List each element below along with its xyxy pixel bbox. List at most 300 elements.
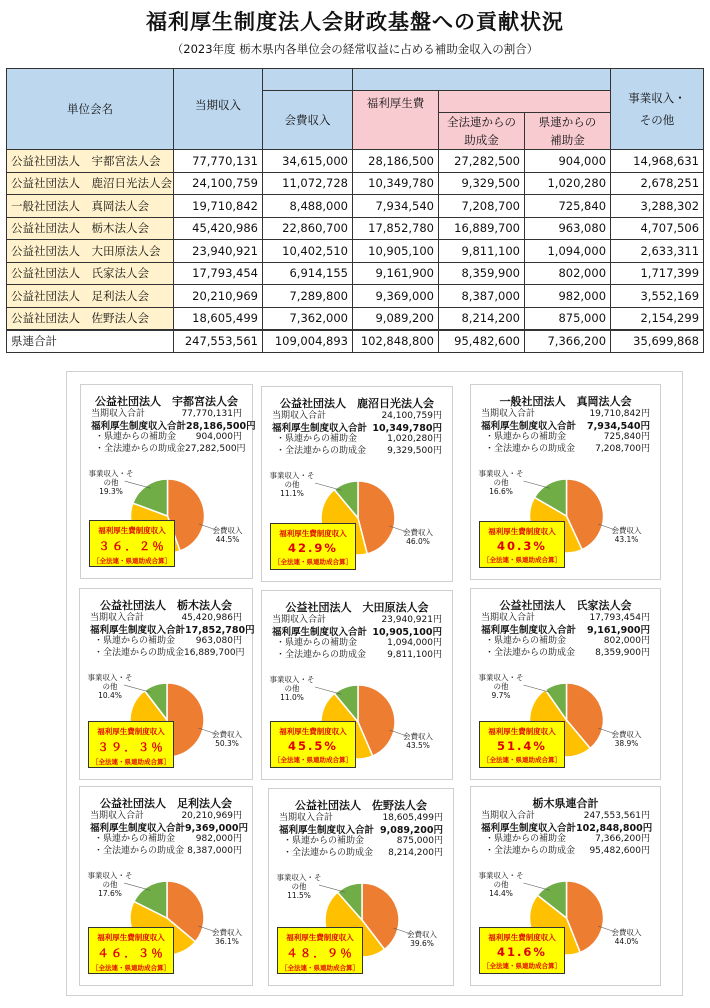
- yen-unit: 円: [235, 647, 245, 658]
- slice-label-business: [85, 469, 137, 496]
- slice-label-business-name: 事業収入・その他: [87, 871, 133, 889]
- slice-label-business-pct: 11.1%: [280, 489, 304, 498]
- yen-unit: 円: [432, 411, 442, 421]
- cell-membership: 7,362,000: [263, 307, 353, 330]
- callout-value: 42.9%: [288, 541, 338, 555]
- yen-unit: 円: [245, 624, 255, 636]
- callout-value: ３９．３％: [97, 740, 165, 754]
- stat-total-income-amount: 20,210,969: [181, 811, 233, 821]
- welfare-ratio-callout: [270, 721, 356, 768]
- stat-zenhoren-label: ・全法連からの助成金: [485, 845, 576, 856]
- slice-label-business-name: 事業収入・その他: [88, 469, 134, 487]
- callout-note: ［全法連・県連助成合算］: [483, 756, 561, 764]
- slice-label-business-name: 事業収入・その他: [269, 471, 315, 489]
- welfare-ratio-callout: [88, 927, 174, 974]
- cell-membership: 10,402,510: [263, 240, 353, 263]
- yen-unit: 円: [432, 445, 442, 456]
- callout-value: ４６．３％: [97, 946, 165, 960]
- stat-welfare-total-amount: 102,848,800: [576, 822, 643, 834]
- cell-welfare: 9,161,900: [353, 262, 439, 285]
- stat-kenren-label: ・県連からの補助金: [276, 638, 358, 648]
- cell-welfare: 10,905,100: [353, 240, 439, 263]
- slice-label-membership: [612, 928, 642, 946]
- slice-label-business: [84, 673, 136, 700]
- cell-business: 35,699,868: [611, 330, 704, 353]
- callout-note: ［全法連・県連助成合算］: [274, 558, 352, 566]
- stat-kenren-amount: 1,020,280: [387, 434, 433, 444]
- slice-label-membership-pct: 43.5%: [406, 741, 430, 750]
- cell-total: 17,793,454: [174, 262, 263, 285]
- callout-note: ［全法連・県連助成合算］: [92, 964, 170, 972]
- stat-welfare-total-label: 福利厚生制度収入合計: [481, 624, 577, 636]
- stat-total-income-amount: 24,100,759: [381, 411, 433, 421]
- pie-card: [470, 786, 661, 986]
- cell-business: 3,288,302: [611, 195, 704, 218]
- callout-title: 福利厚生費制度収入: [488, 527, 556, 536]
- table-row: [7, 262, 704, 285]
- stat-kenren-amount: 963,080: [195, 636, 233, 646]
- pie-card: [261, 386, 453, 582]
- yen-unit: 円: [246, 420, 256, 432]
- cell-welfare: 28,186,500: [353, 150, 439, 173]
- card-title: 公益社団法人 栃木法人会: [100, 599, 232, 612]
- slice-label-membership: [612, 730, 642, 748]
- cell-kenren: 725,840: [525, 195, 611, 218]
- cell-zenhoren: 8,359,900: [439, 262, 525, 285]
- stat-zenhoren-amount: 9,329,500: [387, 445, 433, 456]
- pie-card: [80, 384, 256, 579]
- callout-title: 福利厚生費制度収入: [98, 526, 166, 535]
- stat-zenhoren-label: ・全法連からの助成金: [485, 647, 576, 658]
- callout-title: 福利厚生費制度収入: [488, 727, 556, 736]
- yen-unit: 円: [232, 613, 242, 623]
- yen-unit: 円: [640, 636, 650, 646]
- slice-label-business-pct: 14.4%: [489, 889, 513, 898]
- card-title: 公益社団法人 大田原法人会: [285, 601, 429, 614]
- card-title: 公益社団法人 氏家法人会: [499, 599, 632, 612]
- stat-welfare-total-amount: 17,852,780: [185, 624, 246, 636]
- yen-unit: 円: [238, 822, 249, 834]
- stat-kenren-label: ・県連からの補助金: [94, 834, 176, 844]
- callout-title: 福利厚生費制度収入: [286, 933, 354, 942]
- cell-business: 2,154,299: [611, 307, 704, 330]
- slice-label-membership-pct: 46.0%: [406, 537, 430, 546]
- stat-welfare-total-label: 福利厚生制度収入合計: [90, 822, 186, 834]
- yen-unit: 円: [640, 432, 650, 442]
- slice-label-business-pct: 11.0%: [280, 693, 304, 702]
- stat-zenhoren-label: ・全法連からの助成金: [276, 445, 367, 456]
- cell-kenren: 982,000: [525, 285, 611, 308]
- stat-welfare-total-amount: 9,161,900: [586, 624, 641, 636]
- table-row: [7, 217, 704, 240]
- stat-welfare-total-amount: 28,186,500: [186, 420, 247, 432]
- yen-unit: 円: [640, 647, 650, 658]
- col-header-business: 事業収入・ その他: [611, 69, 704, 150]
- table-body: [7, 150, 704, 353]
- yen-unit: 円: [432, 422, 442, 434]
- stat-total-income-amount: 247,553,561: [583, 811, 641, 821]
- slice-label-membership-name: 会費収入: [403, 732, 433, 741]
- yen-unit: 円: [433, 813, 443, 823]
- table-row: [7, 285, 704, 308]
- slice-label-membership: [212, 730, 242, 748]
- cell-membership: 7,289,800: [263, 285, 353, 308]
- stat-total-income-label: 当期収入合計: [90, 613, 145, 623]
- stat-total-income-label: 当期収入合計: [481, 613, 536, 623]
- cell-name: 公益社団法人 鹿沼日光法人会: [7, 172, 174, 195]
- cell-name: 公益社団法人 足利法人会: [7, 285, 174, 308]
- callout-note: ［全法連・県連助成合算］: [92, 758, 170, 766]
- yen-unit: 円: [236, 443, 246, 454]
- slice-label-membership-pct: 44.0%: [614, 937, 639, 946]
- yen-unit: 円: [232, 845, 242, 856]
- welfare-ratio-callout: [88, 721, 174, 768]
- cell-kenren: 904,000: [525, 150, 611, 173]
- col-header-kenren: 県連からの 補助金: [525, 113, 611, 150]
- table-row: [7, 307, 704, 330]
- card-title: 一般社団法人 真岡法人会: [499, 395, 632, 408]
- stat-kenren-label: ・県連からの補助金: [485, 432, 567, 442]
- callout-note: ［全法連・県連助成合算］: [281, 964, 359, 972]
- yen-unit: 円: [232, 636, 242, 646]
- cell-zenhoren: 95,482,600: [439, 330, 525, 353]
- stat-kenren-label: ・県連からの補助金: [485, 834, 567, 844]
- cell-business: 2,633,311: [611, 240, 704, 263]
- slice-label-membership-pct: 36.1%: [215, 937, 239, 946]
- pie-card: [470, 588, 661, 780]
- yen-unit: 円: [640, 845, 650, 856]
- col-header-membership: 会費収入: [263, 91, 353, 150]
- stat-welfare-total-label: 福利厚生制度収入合計: [91, 420, 187, 432]
- stat-kenren-label: ・県連からの補助金: [485, 636, 567, 646]
- slice-label-membership-name: 会費収入: [407, 930, 437, 939]
- slice-label-business-pct: 19.3%: [99, 487, 123, 496]
- col-header-zenhoren: 全法連からの 助成金: [439, 113, 525, 150]
- welfare-ratio-callout: [277, 927, 363, 974]
- stat-zenhoren-label: ・全法連からの助成金: [94, 845, 185, 856]
- yen-unit: 円: [640, 624, 650, 636]
- cell-name: 公益社団法人 佐野法人会: [7, 307, 174, 330]
- yen-unit: 円: [232, 834, 242, 844]
- yen-unit: 円: [432, 615, 442, 625]
- stat-kenren-amount: 982,000: [195, 834, 233, 844]
- cell-welfare: 17,852,780: [353, 217, 439, 240]
- callout-value: 40.3%: [497, 539, 547, 553]
- slice-label-membership: [403, 732, 433, 750]
- stat-total-income-amount: 23,940,921: [381, 615, 433, 625]
- cell-business: 14,968,631: [611, 150, 704, 173]
- page-title: 福利厚生制度法人会財政基盤への貢献状況: [146, 10, 564, 34]
- callout-note: ［全法連・県連助成合算］: [483, 962, 561, 970]
- stat-zenhoren-label: ・全法連からの助成金: [485, 443, 576, 454]
- stat-welfare-total-amount: 9,369,000: [185, 822, 239, 834]
- yen-unit: 円: [640, 409, 650, 419]
- table-row: [7, 195, 704, 218]
- welfare-ratio-callout: [479, 927, 565, 974]
- stat-zenhoren-amount: 8,359,900: [595, 647, 641, 658]
- stat-kenren-amount: 1,094,000: [387, 638, 433, 648]
- cell-kenren: 802,000: [525, 262, 611, 285]
- stat-total-income-label: 当期収入合計: [481, 409, 536, 419]
- stat-total-income-amount: 45,420,986: [181, 613, 233, 623]
- slice-label-membership-name: 会費収入: [403, 528, 433, 537]
- callout-value: ３６．２％: [98, 539, 166, 553]
- pie-card: [470, 384, 661, 580]
- cell-total: 18,605,499: [174, 307, 263, 330]
- cell-kenren: 875,000: [525, 307, 611, 330]
- stat-welfare-total-label: 福利厚生制度収入合計: [272, 422, 368, 434]
- stat-kenren-amount: 7,366,200: [595, 834, 641, 844]
- cell-business: 4,707,506: [611, 217, 704, 240]
- slice-label-business-name: 事業収入・その他: [478, 871, 524, 889]
- slice-label-membership-name: 会費収入: [611, 526, 642, 535]
- stat-total-income-amount: 18,605,499: [382, 813, 434, 823]
- col-header-name: 単位会名: [7, 69, 174, 150]
- stat-zenhoren-amount: 95,482,600: [589, 845, 641, 856]
- stat-zenhoren-amount: 7,208,700: [595, 443, 641, 454]
- welfare-ratio-callout: [89, 520, 175, 567]
- table-row: [7, 150, 704, 173]
- slice-label-business-name: 事業収入・その他: [478, 673, 524, 691]
- pie-card: [261, 590, 453, 780]
- yen-unit: 円: [640, 420, 650, 432]
- slice-label-membership-pct: 38.9%: [614, 739, 639, 748]
- stat-welfare-total-label: 福利厚生制度収入合計: [481, 420, 577, 432]
- callout-title: 福利厚生費制度収入: [488, 933, 556, 942]
- cell-welfare: 10,349,780: [353, 172, 439, 195]
- callout-value: 45.5%: [288, 739, 338, 753]
- welfare-ratio-callout: [479, 521, 565, 568]
- yen-unit: 円: [432, 638, 442, 648]
- slice-label-business-pct: 17.6%: [98, 889, 122, 898]
- table-row: [7, 172, 704, 195]
- cell-total: 23,940,921: [174, 240, 263, 263]
- stat-zenhoren-label: ・全法連からの助成金: [95, 443, 186, 454]
- callout-title: 福利厚生費制度収入: [279, 727, 347, 736]
- stat-total-income-label: 当期収入合計: [272, 615, 327, 625]
- yen-unit: 円: [432, 649, 442, 660]
- yen-unit: 円: [640, 834, 650, 844]
- stat-kenren-amount: 904,000: [195, 432, 233, 442]
- stat-kenren-amount: 875,000: [396, 836, 434, 846]
- slice-label-business-name: 事業収入・その他: [276, 873, 322, 891]
- stat-welfare-total-label: 福利厚生制度収入合計: [279, 824, 375, 836]
- cell-zenhoren: 7,208,700: [439, 195, 525, 218]
- yen-unit: 円: [232, 811, 242, 821]
- cell-business: 2,678,251: [611, 172, 704, 195]
- welfare-ratio-callout: [270, 523, 356, 570]
- stat-zenhoren-amount: 9,811,100: [387, 649, 433, 660]
- slice-label-business-pct: 11.5%: [287, 891, 311, 900]
- slice-label-membership: [212, 928, 242, 946]
- callout-note: ［全法連・県連助成合算］: [483, 556, 561, 564]
- slice-label-membership-name: 会費収入: [212, 526, 243, 535]
- stat-total-income-amount: 19,710,842: [589, 409, 641, 419]
- pie-card: [79, 786, 253, 986]
- cell-zenhoren: 27,282,500: [439, 150, 525, 173]
- slice-label-business: [266, 471, 318, 498]
- col-header-total: 当期収入: [174, 69, 263, 150]
- pie-card: [79, 588, 253, 780]
- slice-label-business-name: 事業収入・その他: [478, 469, 524, 487]
- yen-unit: 円: [640, 613, 650, 623]
- stat-total-income-label: 当期収入合計: [91, 409, 146, 419]
- yen-unit: 円: [432, 434, 442, 444]
- cell-membership: 22,860,700: [263, 217, 353, 240]
- slice-label-business: [475, 469, 527, 496]
- stat-welfare-total-amount: 7,934,540: [586, 420, 641, 432]
- stat-kenren-label: ・県連からの補助金: [94, 636, 176, 646]
- callout-value: ４８．９％: [286, 946, 354, 960]
- cell-business: 1,717,399: [611, 262, 704, 285]
- cell-zenhoren: 16,889,700: [439, 217, 525, 240]
- cell-total: 247,553,561: [174, 330, 263, 353]
- stat-kenren-label: ・県連からの補助金: [95, 432, 177, 442]
- cell-welfare: 9,369,000: [353, 285, 439, 308]
- stat-welfare-total-label: 福利厚生制度収入合計: [90, 624, 186, 636]
- cell-zenhoren: 9,811,100: [439, 240, 525, 263]
- slice-label-membership-name: 会費収入: [611, 730, 642, 739]
- cell-business: 3,552,169: [611, 285, 704, 308]
- slice-label-business-name: 事業収入・その他: [87, 673, 133, 691]
- slice-label-business: [475, 871, 527, 898]
- stat-welfare-total-label: 福利厚生制度収入合計: [481, 822, 577, 834]
- stat-zenhoren-amount: 8,387,000: [187, 845, 233, 856]
- stat-zenhoren-label: ・全法連からの助成金: [283, 847, 374, 858]
- cell-total: 19,710,842: [174, 195, 263, 218]
- cell-zenhoren: 9,329,500: [439, 172, 525, 195]
- slice-label-membership-pct: 44.5%: [215, 535, 240, 544]
- stat-zenhoren-amount: 27,282,500: [185, 443, 237, 454]
- summary-table: [6, 68, 704, 353]
- slice-label-membership-name: 会費収入: [212, 730, 242, 739]
- cell-total: 77,770,131: [174, 150, 263, 173]
- cell-total: 20,210,969: [174, 285, 263, 308]
- yen-unit: 円: [432, 626, 442, 638]
- stat-total-income-label: 当期収入合計: [90, 811, 145, 821]
- cell-kenren: 1,020,280: [525, 172, 611, 195]
- callout-note: ［全法連・県連助成合算］: [274, 756, 352, 764]
- slice-label-membership: [213, 526, 243, 544]
- callout-note: ［全法連・県連助成合算］: [93, 557, 171, 565]
- yen-unit: 円: [640, 811, 650, 821]
- stat-total-income-amount: 77,770,131: [181, 409, 233, 419]
- pie-card: [268, 788, 454, 986]
- slice-label-membership: [612, 526, 642, 544]
- cell-membership: 6,914,155: [263, 262, 353, 285]
- stat-total-income-label: 当期収入合計: [272, 411, 327, 421]
- cell-total: 24,100,759: [174, 172, 263, 195]
- slice-label-business-name: 事業収入・その他: [269, 675, 315, 693]
- stat-total-income-label: 当期収入合計: [279, 813, 334, 823]
- slice-label-business: [266, 675, 318, 702]
- pie-chart-grid: [66, 371, 683, 996]
- col-header-welfare: 福利厚生費: [353, 91, 439, 150]
- card-title: 公益社団法人 足利法人会: [100, 797, 232, 810]
- yen-unit: 円: [642, 822, 653, 834]
- callout-title: 福利厚生費制度収入: [97, 933, 165, 942]
- cell-name: 公益社団法人 大田原法人会: [7, 240, 174, 263]
- callout-value: 41.6%: [497, 945, 547, 959]
- cell-zenhoren: 8,214,200: [439, 307, 525, 330]
- cell-membership: 34,615,000: [263, 150, 353, 173]
- stat-total-income-label: 当期収入合計: [481, 811, 536, 821]
- slice-label-business: [273, 873, 325, 900]
- cell-name: 公益社団法人 宇都宮法人会: [7, 150, 174, 173]
- cell-kenren: 7,366,200: [525, 330, 611, 353]
- cell-name: 公益社団法人 栃木法人会: [7, 217, 174, 240]
- cell-welfare: 7,934,540: [353, 195, 439, 218]
- slice-label-business: [84, 871, 136, 898]
- table-total-row: [7, 330, 704, 353]
- slice-label-membership: [407, 930, 437, 948]
- callout-title: 福利厚生費制度収入: [97, 727, 165, 736]
- welfare-ratio-callout: [479, 721, 565, 768]
- stat-kenren-label: ・県連からの補助金: [283, 836, 365, 846]
- page-subtitle: （2023年度 栃木県内各単位会の経常収益に占める補助金収入の割合）: [171, 42, 539, 56]
- stat-kenren-amount: 725,840: [603, 432, 641, 442]
- stat-welfare-total-label: 福利厚生制度収入合計: [272, 626, 368, 638]
- slice-label-business-pct: 9.7%: [491, 691, 511, 700]
- card-title: 公益社団法人 鹿沼日光法人会: [280, 397, 434, 410]
- cell-total: 45,420,986: [174, 217, 263, 240]
- stat-kenren-label: ・県連からの補助金: [276, 434, 358, 444]
- stat-zenhoren-label: ・全法連からの助成金: [276, 649, 367, 660]
- yen-unit: 円: [232, 409, 242, 419]
- cell-welfare: 9,089,200: [353, 307, 439, 330]
- cell-membership: 109,004,893: [263, 330, 353, 353]
- yen-unit: 円: [433, 836, 443, 846]
- cell-name: 一般社団法人 真岡法人会: [7, 195, 174, 218]
- slice-label-membership-name: 会費収入: [212, 928, 242, 937]
- cell-kenren: 963,080: [525, 217, 611, 240]
- cell-name: 県連合計: [7, 330, 174, 353]
- stat-welfare-total-amount: 10,349,780: [372, 422, 433, 434]
- slice-label-membership-name: 会費収入: [611, 928, 642, 937]
- card-title: 栃木県連合計: [532, 797, 599, 810]
- slice-label-membership-pct: 50.3%: [215, 739, 239, 748]
- callout-title: 福利厚生費制度収入: [279, 529, 347, 538]
- stat-zenhoren-label: ・全法連からの助成金: [94, 647, 185, 658]
- stat-welfare-total-amount: 9,089,200: [379, 824, 434, 836]
- stat-welfare-total-amount: 10,905,100: [372, 626, 433, 638]
- slice-label-business-pct: 10.4%: [98, 691, 122, 700]
- callout-value: 51.4%: [497, 739, 547, 753]
- cell-kenren: 1,094,000: [525, 240, 611, 263]
- slice-label-business-pct: 16.6%: [489, 487, 513, 496]
- yen-unit: 円: [433, 824, 443, 836]
- cell-zenhoren: 8,387,000: [439, 285, 525, 308]
- cell-membership: 8,488,000: [263, 195, 353, 218]
- slice-label-membership: [403, 528, 433, 546]
- cell-welfare: 102,848,800: [353, 330, 439, 353]
- table-row: [7, 240, 704, 263]
- slice-label-membership-pct: 39.6%: [410, 939, 434, 948]
- card-title: 公益社団法人 宇都宮法人会: [95, 395, 238, 408]
- stat-total-income-amount: 17,793,454: [589, 613, 641, 623]
- yen-unit: 円: [232, 432, 242, 442]
- slice-label-business: [475, 673, 527, 700]
- cell-membership: 11,072,728: [263, 172, 353, 195]
- card-title: 公益社団法人 佐野法人会: [295, 799, 427, 812]
- yen-unit: 円: [433, 847, 443, 858]
- stat-zenhoren-amount: 16,889,700: [184, 647, 236, 658]
- stat-zenhoren-amount: 8,214,200: [388, 847, 434, 858]
- cell-name: 公益社団法人 氏家法人会: [7, 262, 174, 285]
- stat-kenren-amount: 802,000: [603, 636, 641, 646]
- slice-label-membership-pct: 43.1%: [614, 535, 639, 544]
- yen-unit: 円: [640, 443, 650, 454]
